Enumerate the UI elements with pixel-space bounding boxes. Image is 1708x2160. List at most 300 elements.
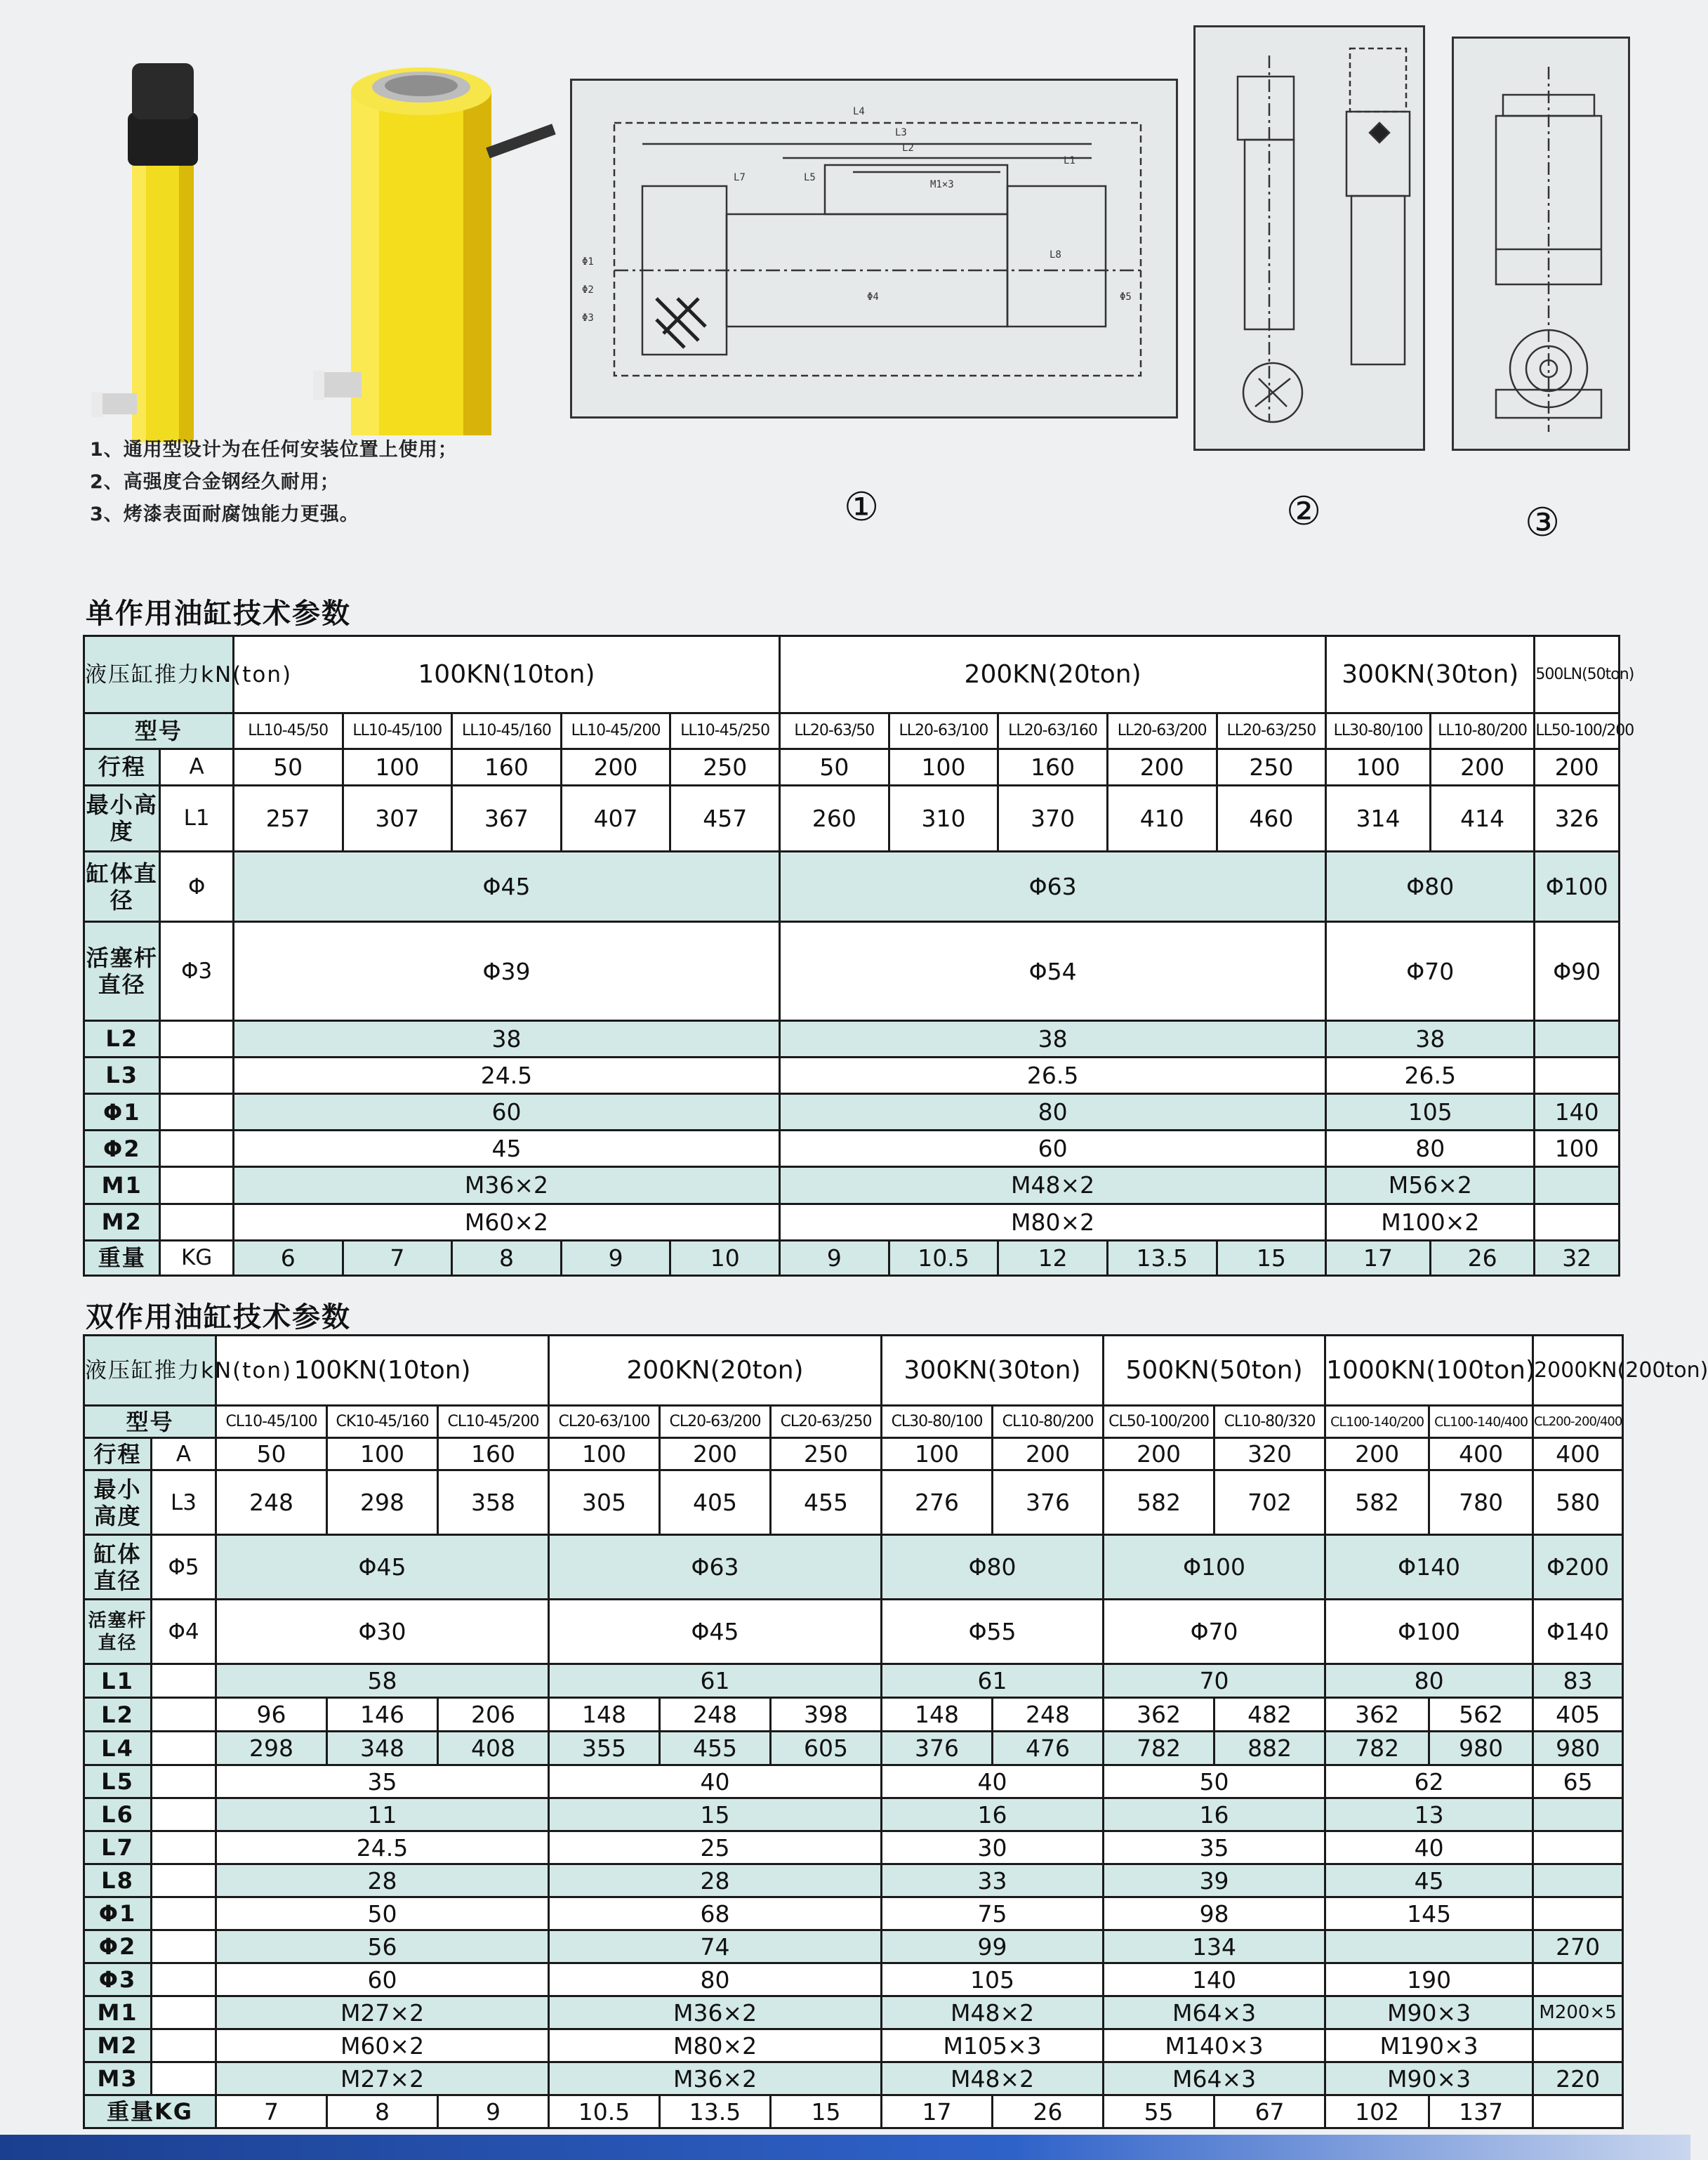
table-row [84,2095,1623,2128]
value-cell: 75 [882,1897,1104,1930]
value-cell: 25 [549,1831,882,1864]
value-cell: 782 [1325,1732,1429,1765]
value-cell: 980 [1429,1732,1533,1765]
feature-item: 3、烤漆表面耐腐蚀能力更强。 [90,503,359,525]
row-label: Φ1 [84,1094,160,1131]
value-cell: 80 [1325,1664,1533,1698]
value-cell: 562 [1429,1698,1533,1732]
value-cell: 405 [1533,1698,1623,1732]
value-cell: 140 [1104,1963,1325,1996]
value-cell: 257 [233,785,343,851]
row-symbol [152,1664,216,1698]
value-cell: 400 [1533,1438,1623,1470]
row-symbol: KG [160,1240,233,1275]
value-cell: 39 [1104,1864,1325,1897]
value-cell: 33 [882,1864,1104,1897]
table-row [84,713,1620,749]
value-cell: 580 [1533,1470,1623,1535]
row-label: L7 [84,1831,152,1864]
row-label: L2 [84,1698,152,1732]
value-cell: M48×2 [882,2062,1104,2095]
value-cell: Φ140 [1533,1600,1623,1664]
large-cylinder-photo [313,67,556,435]
value-cell: 362 [1104,1698,1214,1732]
value-cell: M27×2 [216,2062,549,2095]
value-cell: 780 [1429,1470,1533,1535]
table-row [84,1240,1620,1275]
value-cell: 200 [1325,1438,1429,1470]
value-cell: 26 [1430,1240,1535,1275]
value-cell: 260 [780,785,889,851]
value-cell: 98 [1104,1897,1325,1930]
value-cell: Φ80 [1326,851,1535,921]
value-cell: M64×3 [1104,2062,1325,2095]
value-cell: 476 [993,1732,1104,1765]
row-label: L6 [84,1798,152,1831]
value-cell: 455 [660,1732,771,1765]
value-cell: Φ55 [882,1600,1104,1664]
diagram-marker-2: ② [1286,489,1322,534]
value-cell [1533,1963,1623,1996]
value-cell: M60×2 [216,2029,549,2062]
value-cell: 414 [1430,785,1535,851]
model-cell: LL20-63/250 [1217,713,1326,749]
value-cell: 460 [1217,785,1326,851]
value-cell: 70 [1104,1664,1325,1698]
value-cell [1533,1831,1623,1864]
value-cell: 68 [549,1897,882,1930]
value-cell: 250 [670,749,780,785]
diagram-marker-1: ① [844,485,880,530]
single-table-title: 单作用油缸技术参数 [86,598,351,630]
value-cell: 12 [998,1240,1108,1275]
drawing-1 [570,79,1178,419]
value-cell: 882 [1214,1732,1325,1765]
value-cell: 100 [1326,749,1431,785]
value-cell: 310 [889,785,998,851]
value-cell: 50 [216,1897,549,1930]
value-cell: 200 [1430,749,1535,785]
model-cell: CL200-200/400 [1533,1406,1623,1438]
model-cell: LL10-45/160 [452,713,562,749]
model-cell: CL20-63/250 [771,1406,882,1438]
row-symbol: A [160,749,233,785]
table-row [84,636,1620,713]
value-cell: Φ45 [233,851,779,921]
drawing-label: Φ5 [1120,291,1132,303]
value-cell: 410 [1107,785,1217,851]
drawing-label: L4 [853,106,865,117]
table-row [84,1664,1623,1698]
value-cell: 305 [549,1470,660,1535]
value-cell: Φ45 [216,1535,549,1600]
value-cell: 200 [660,1438,771,1470]
value-cell: 220 [1533,2062,1623,2095]
value-cell: 348 [327,1732,438,1765]
table-row [84,1131,1620,1167]
table-row [84,1020,1620,1057]
value-cell [1535,1057,1620,1093]
table-row [84,1996,1623,2029]
value-cell: M80×2 [549,2029,882,2062]
value-cell: 270 [1533,1930,1623,1963]
value-cell: 96 [216,1698,327,1732]
drawing-label: L8 [1050,249,1061,261]
drawing-label: Φ2 [582,284,594,296]
value-cell: Φ63 [549,1535,882,1600]
value-cell: M200×5 [1533,1996,1623,2029]
value-cell: Φ100 [1535,851,1620,921]
model-cell: LL20-63/200 [1107,713,1217,749]
value-cell: 80 [780,1094,1326,1131]
model-cell: CL30-80/100 [882,1406,993,1438]
value-cell: 105 [882,1963,1104,1996]
value-cell: 24.5 [216,1831,549,1864]
value-cell: M48×2 [780,1167,1326,1204]
value-cell: 248 [216,1470,327,1535]
row-symbol [152,1732,216,1765]
value-cell: 50 [1104,1765,1325,1798]
value-cell: 13.5 [660,2095,771,2128]
value-cell: M190×3 [1325,2029,1533,2062]
value-cell: 702 [1214,1470,1325,1535]
value-cell: 134 [1104,1930,1325,1963]
row-label: M2 [84,2029,152,2062]
value-cell: 307 [343,785,452,851]
value-cell: Φ100 [1104,1535,1325,1600]
double-acting-spec-table [83,1334,1708,2129]
value-cell [1325,1930,1533,1963]
value-cell: 100 [327,1438,438,1470]
value-cell [1533,1897,1623,1930]
drawing-label: L1 [1064,155,1075,166]
drawing-3-lines [1454,39,1628,449]
model-cell: LL10-45/100 [343,713,452,749]
drawing-label: Φ3 [582,312,594,324]
value-cell [1535,1167,1620,1204]
model-cell: CL20-63/200 [660,1406,771,1438]
value-cell: 60 [780,1131,1326,1167]
row-label: L2 [84,1020,160,1057]
value-cell: 40 [882,1765,1104,1798]
value-cell: 35 [216,1765,549,1798]
value-cell: M90×3 [1325,2062,1533,2095]
drawing-label: M1×3 [930,179,954,190]
drawing-label: L2 [902,143,914,154]
value-cell: 67 [1214,2095,1325,2128]
table-row [84,1765,1623,1798]
value-cell: 148 [549,1698,660,1732]
value-cell: 62 [1325,1765,1533,1798]
value-cell: M36×2 [233,1167,779,1204]
value-cell: 13 [1325,1798,1533,1831]
table-row [84,2062,1623,2095]
value-cell: 6 [233,1240,343,1275]
corner-label: 液压缸推力kN(ton) [84,636,234,713]
value-cell: M80×2 [780,1204,1326,1240]
value-cell: 60 [216,1963,549,1996]
value-cell: 145 [1325,1897,1533,1930]
value-cell: 358 [438,1470,549,1535]
row-symbol [152,1765,216,1798]
row-label: 型号 [84,713,234,749]
row-label: M2 [84,1204,160,1240]
value-cell: 30 [882,1831,1104,1864]
table-row [84,1963,1623,1996]
value-cell: 298 [327,1470,438,1535]
row-label: L5 [84,1765,152,1798]
value-cell: 148 [882,1698,993,1732]
value-cell: 38 [780,1020,1326,1057]
value-cell [1533,2029,1623,2062]
value-cell: 11 [216,1798,549,1831]
model-cell: LL20-63/160 [998,713,1108,749]
row-symbol: Φ4 [152,1600,216,1664]
value-cell: 362 [1325,1698,1429,1732]
drawing-2-lines [1196,27,1423,449]
value-cell: 250 [771,1438,882,1470]
value-cell: 314 [1326,785,1431,851]
value-cell: 248 [993,1698,1104,1732]
row-label: M3 [84,2062,152,2095]
group-header: 200KN(20ton) [780,636,1326,713]
row-symbol [152,1897,216,1930]
value-cell: 24.5 [233,1057,779,1093]
row-symbol [160,1094,233,1131]
value-cell: 367 [452,785,562,851]
value-cell: M36×2 [549,2062,882,2095]
row-label: L1 [84,1664,152,1698]
table-row [84,1167,1620,1204]
single-acting-spec-table [83,635,1634,1277]
value-cell [1535,1204,1620,1240]
row-label: L3 [84,1057,160,1093]
row-symbol [160,1131,233,1167]
row-label: 最小高度 [84,1470,152,1535]
table-row [84,1535,1623,1600]
model-cell: CL100-140/200 [1325,1406,1429,1438]
value-cell: 99 [882,1930,1104,1963]
corner-label: 液压缸推力kN(ton) [84,1336,216,1406]
diagram-marker-3: ③ [1525,500,1561,546]
value-cell: 28 [549,1864,882,1897]
row-symbol [152,2062,216,2095]
value-cell: Φ140 [1325,1535,1533,1600]
model-cell: CK10-45/160 [327,1406,438,1438]
value-cell: 482 [1214,1698,1325,1732]
model-cell: CL10-80/200 [993,1406,1104,1438]
value-cell: 100 [549,1438,660,1470]
table-row [84,1438,1623,1470]
value-cell: 50 [233,749,343,785]
table-row [84,1336,1623,1406]
row-label: 型号 [84,1406,216,1438]
value-cell: 160 [438,1438,549,1470]
drawing-label: Φ1 [582,256,594,268]
table-row [84,1698,1623,1732]
row-symbol: A [152,1438,216,1470]
value-cell: 248 [660,1698,771,1732]
row-symbol [152,1864,216,1897]
value-cell: 980 [1533,1732,1623,1765]
row-label: Φ2 [84,1131,160,1167]
value-cell: 40 [1325,1831,1533,1864]
value-cell: 45 [1325,1864,1533,1897]
drawing-2 [1193,25,1425,451]
drawing-label: L3 [895,127,907,138]
value-cell: M36×2 [549,1996,882,2029]
row-label: 缸体直径 [84,1535,152,1600]
model-cell: LL10-45/200 [561,713,670,749]
row-label: Φ1 [84,1897,152,1930]
value-cell: 15 [549,1798,882,1831]
value-cell: 17 [882,2095,993,2128]
row-label: 行程 [84,1438,152,1470]
drawing-label: L5 [804,172,816,183]
value-cell: 13.5 [1107,1240,1217,1275]
row-symbol [152,1996,216,2029]
value-cell: 32 [1535,1240,1620,1275]
value-cell: 146 [327,1698,438,1732]
value-cell: 370 [998,785,1108,851]
value-cell: 100 [889,749,998,785]
value-cell [1533,2095,1623,2128]
model-cell: CL50-100/200 [1104,1406,1214,1438]
value-cell: 50 [216,1438,327,1470]
value-cell: Φ100 [1325,1600,1533,1664]
model-cell: LL10-45/50 [233,713,343,749]
value-cell [1533,1864,1623,1897]
value-cell: 100 [882,1438,993,1470]
table-row [84,1470,1623,1535]
table-row [84,1864,1623,1897]
drawing-label: L7 [734,172,746,183]
row-label: 重量KG [84,2095,216,2128]
value-cell: 56 [216,1930,549,1963]
value-cell: 16 [1104,1798,1325,1831]
row-label: 行程 [84,749,160,785]
value-cell: 200 [1535,749,1620,785]
value-cell: M100×2 [1326,1204,1535,1240]
value-cell: 298 [216,1732,327,1765]
value-cell: 400 [1429,1438,1533,1470]
row-symbol: L1 [160,785,233,851]
row-symbol: Φ3 [160,922,233,1020]
value-cell: 457 [670,785,780,851]
model-cell: CL10-45/100 [216,1406,327,1438]
value-cell: 26 [993,2095,1104,2128]
value-cell: 455 [771,1470,882,1535]
row-symbol [160,1167,233,1204]
group-header: 100KN(10ton) [233,636,779,713]
value-cell: 355 [549,1732,660,1765]
feature-item: 1、通用型设计为在任何安装位置上使用； [90,439,458,461]
value-cell: 200 [561,749,670,785]
row-symbol: Φ [160,851,233,921]
value-cell: 782 [1104,1732,1214,1765]
table-row [84,1057,1620,1093]
value-cell: 376 [993,1470,1104,1535]
small-cylinder-photo [91,63,198,442]
value-cell: Φ80 [882,1535,1104,1600]
value-cell [1533,1798,1623,1831]
value-cell: 83 [1533,1664,1623,1698]
value-cell: 38 [233,1020,779,1057]
row-symbol [160,1020,233,1057]
value-cell: 206 [438,1698,549,1732]
row-symbol [160,1057,233,1093]
value-cell: 9 [561,1240,670,1275]
group-header: 2000KN(200ton) [1533,1336,1623,1406]
value-cell: Φ200 [1533,1535,1623,1600]
value-cell: 60 [233,1094,779,1131]
table-row [84,851,1620,921]
value-cell: Φ30 [216,1600,549,1664]
table-row [84,749,1620,785]
value-cell: 16 [882,1798,1104,1831]
group-header: 500LN(50ton) [1535,636,1620,713]
model-cell: CL10-45/200 [438,1406,549,1438]
value-cell: 102 [1325,2095,1429,2128]
value-cell: 190 [1325,1963,1533,1996]
group-header: 100KN(10ton) [216,1336,549,1406]
value-cell: M105×3 [882,2029,1104,2062]
row-label: 活塞杆直径 [84,1600,152,1664]
product-photos [77,42,569,435]
double-table-title: 双作用油缸技术参数 [86,1301,351,1333]
value-cell: Φ54 [780,922,1326,1020]
table-row [84,922,1620,1020]
row-symbol [152,1798,216,1831]
value-cell: 582 [1325,1470,1429,1535]
value-cell: 50 [780,749,889,785]
group-header: 500KN(50ton) [1104,1336,1325,1406]
row-label: Φ2 [84,1930,152,1963]
value-cell: 10.5 [889,1240,998,1275]
table-row [84,2029,1623,2062]
value-cell: Φ63 [780,851,1326,921]
value-cell: 38 [1326,1020,1535,1057]
value-cell: 398 [771,1698,882,1732]
table-row [84,785,1620,851]
value-cell: 40 [549,1765,882,1798]
table-row [84,1831,1623,1864]
table-row [84,1600,1623,1664]
row-label: M1 [84,1167,160,1204]
value-cell: Φ70 [1326,922,1535,1020]
value-cell: Φ90 [1535,922,1620,1020]
model-cell: LL10-80/200 [1430,713,1535,749]
value-cell: 17 [1326,1240,1431,1275]
value-cell: 58 [216,1664,549,1698]
row-label: 最小高度 [84,785,160,851]
drawing-1-labels [572,81,1176,416]
feature-list [90,434,567,531]
value-cell: 320 [1214,1438,1325,1470]
value-cell: 15 [771,2095,882,2128]
model-cell: LL50-100/200 [1535,713,1620,749]
value-cell: 250 [1217,749,1326,785]
drawing-3 [1452,37,1630,451]
value-cell: 140 [1535,1094,1620,1131]
value-cell: M64×3 [1104,1996,1325,2029]
value-cell: 7 [216,2095,327,2128]
value-cell: 80 [549,1963,882,1996]
value-cell: 26.5 [1326,1057,1535,1093]
value-cell [1535,1020,1620,1057]
row-symbol [152,1963,216,1996]
value-cell: 276 [882,1470,993,1535]
